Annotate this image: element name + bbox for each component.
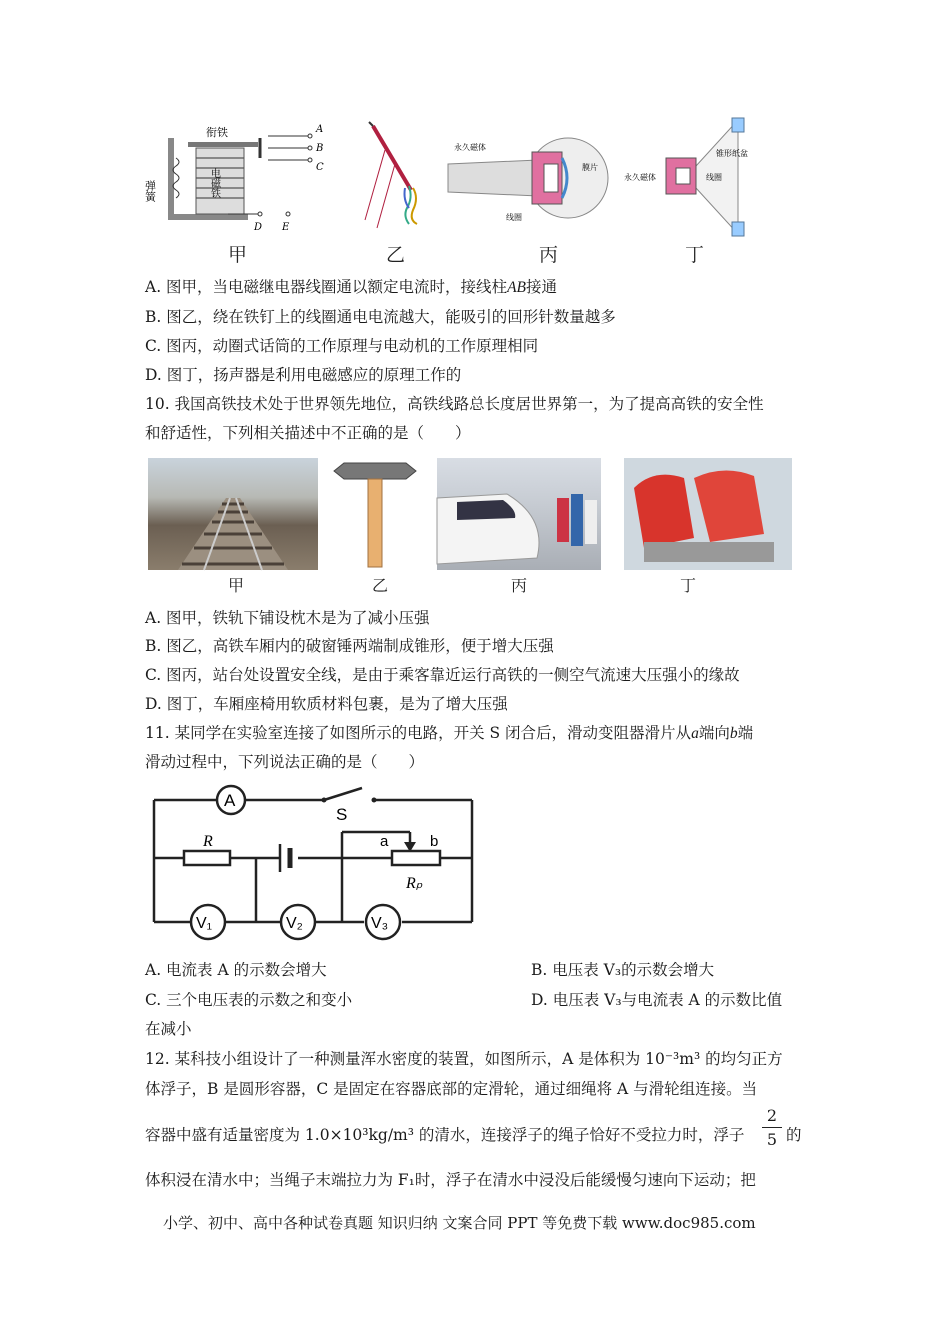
q10-stem-line1: 10. 我国高铁技术处于世界领先地位，高铁线路总长度居世界第一，为了提高高铁的安全性 — [145, 395, 764, 413]
terminal-a-label: A — [316, 124, 324, 135]
relay-magnet-label: 电磁铁 — [208, 168, 220, 198]
q10-option-b: B. 图乙，高铁车厢内的破窗锤两端制成锥形，便于增大压强 — [145, 637, 554, 655]
fig9-label-ding: 丁 — [685, 244, 705, 266]
emergency-hammer-figure — [330, 455, 420, 570]
ammeter-label: A — [224, 791, 236, 810]
terminal-b-label: B — [316, 143, 324, 154]
nail-coil-figure — [355, 120, 435, 238]
q10-option-d: D. 图丁，车厢座椅用软质材料包裹，是为了增大压强 — [145, 695, 508, 713]
high-speed-train-photo — [437, 458, 601, 570]
fig9-label-jia: 甲 — [228, 244, 248, 266]
speaker-cone-label: 锥形纸盆 — [716, 149, 748, 158]
page-footer: 小学、初中、高中各种试卷真题 知识归纳 文案合同 PPT 等免费下载 www.doc985.com — [163, 1214, 756, 1232]
q9-option-a: A. 图甲，当电磁继电器线圈通以额定电流时，接线柱AB接通 — [145, 278, 558, 296]
fig10-label-yi: 乙 — [372, 576, 389, 595]
slider-end-a-label: a — [380, 833, 389, 850]
q10-stem-line2: 和舒适性，下列相关描述中不正确的是（ ） — [145, 424, 471, 442]
q11-option-b: B. 电压表 V₃的示数会增大 — [531, 961, 715, 979]
q12-line1: 12. 某科技小组设计了一种测量浑水密度的装置，如图所示，A 是体积为 10⁻³m³ 的均匀正方 — [145, 1050, 783, 1068]
fraction-numerator: 2 — [766, 1106, 778, 1125]
q12-line4: 体积浸在清水中；当绳子末端拉力为 F₁时，浮子在清水中浸没后能缓慢匀速向下运动；把 — [145, 1171, 756, 1189]
fig9-label-bing: 丙 — [539, 244, 559, 266]
resistor-label: R — [203, 833, 213, 850]
mic-diaphragm-label: 膜片 — [582, 163, 598, 172]
fraction-two-fifths — [762, 1106, 782, 1149]
q11-stem-line2: 滑动过程中，下列说法正确的是（ ） — [145, 753, 425, 771]
mic-magnet-label: 永久磁体 — [454, 143, 486, 152]
terminal-d-label: D — [254, 222, 263, 233]
voltmeter-v3-label: V₃ — [371, 915, 389, 932]
voltmeter-v1-label: V₁ — [196, 915, 213, 932]
fraction-denominator: 5 — [766, 1130, 778, 1149]
q9-option-c: C. 图丙，动圈式话筒的工作原理与电动机的工作原理相同 — [145, 337, 539, 355]
q10-option-a: A. 图甲，铁轨下铺设枕木是为了减小压强 — [145, 609, 430, 627]
relay-spring-label: 弹簧 — [143, 180, 157, 202]
terminal-c-label: C — [316, 162, 324, 173]
q11-stem-line1: 11. 某同学在实验室连接了如图所示的电路，开关 S 闭合后，滑动变阻器滑片从a端向b端 — [145, 724, 754, 742]
q12-line2: 体浮子，B 是圆形容器，C 是固定在容器底部的定滑轮，通过细绳将 A 与滑轮组连接。当 — [145, 1080, 758, 1098]
q11-option-a: A. 电流表 A 的示数会增大 — [145, 961, 327, 979]
speaker-coil-label: 线圈 — [706, 173, 722, 182]
q9-option-d: D. 图丁，扬声器是利用电磁感应的原理工作的 — [145, 366, 462, 384]
q12-line3: 容器中盛有适量密度为 1.0×10³kg/m³ 的清水，连接浮子的绳子恰好不受拉力时，浮子 — [145, 1126, 745, 1144]
train-seats-photo — [624, 458, 792, 570]
fig9-label-yi: 乙 — [386, 244, 406, 266]
slider-end-b-label: b — [430, 833, 439, 850]
voltmeter-v2-label: V₂ — [286, 915, 303, 932]
q9-option-b: B. 图乙，绕在铁钉上的线圈通电电流越大，能吸引的回形针数量越多 — [145, 308, 616, 326]
speaker-magnet-label: 永久磁体 — [624, 173, 656, 182]
q10-option-c: C. 图丙，站台处设置安全线，是由于乘客靠近运行高铁的一侧空气流速大压强小的缘故 — [145, 666, 740, 684]
fig10-label-bing: 丙 — [511, 576, 528, 595]
q11-option-c: C. 三个电压表的示数之和变小 — [145, 991, 353, 1009]
railway-track-photo — [148, 458, 318, 570]
switch-label: S — [336, 805, 348, 824]
mic-coil-label: 线圈 — [506, 213, 522, 222]
speaker-figure — [620, 116, 772, 238]
relay-armature-label: 衔铁 — [206, 126, 228, 139]
microphone-figure — [448, 120, 613, 238]
fraction-bar — [762, 1127, 782, 1128]
q11-option-d-continued: 在减小 — [145, 1020, 192, 1038]
q12-line3-end: 的 — [786, 1126, 802, 1144]
terminal-e-label: E — [282, 222, 290, 233]
circuit-diagram — [148, 782, 478, 944]
rheostat-label: Rₚ — [406, 875, 423, 892]
q11-option-d: D. 电压表 V₃与电流表 A 的示数比值 — [531, 991, 783, 1009]
relay-figure — [143, 118, 338, 236]
fig10-label-jia: 甲 — [228, 576, 245, 595]
fig10-label-ding: 丁 — [680, 576, 697, 595]
